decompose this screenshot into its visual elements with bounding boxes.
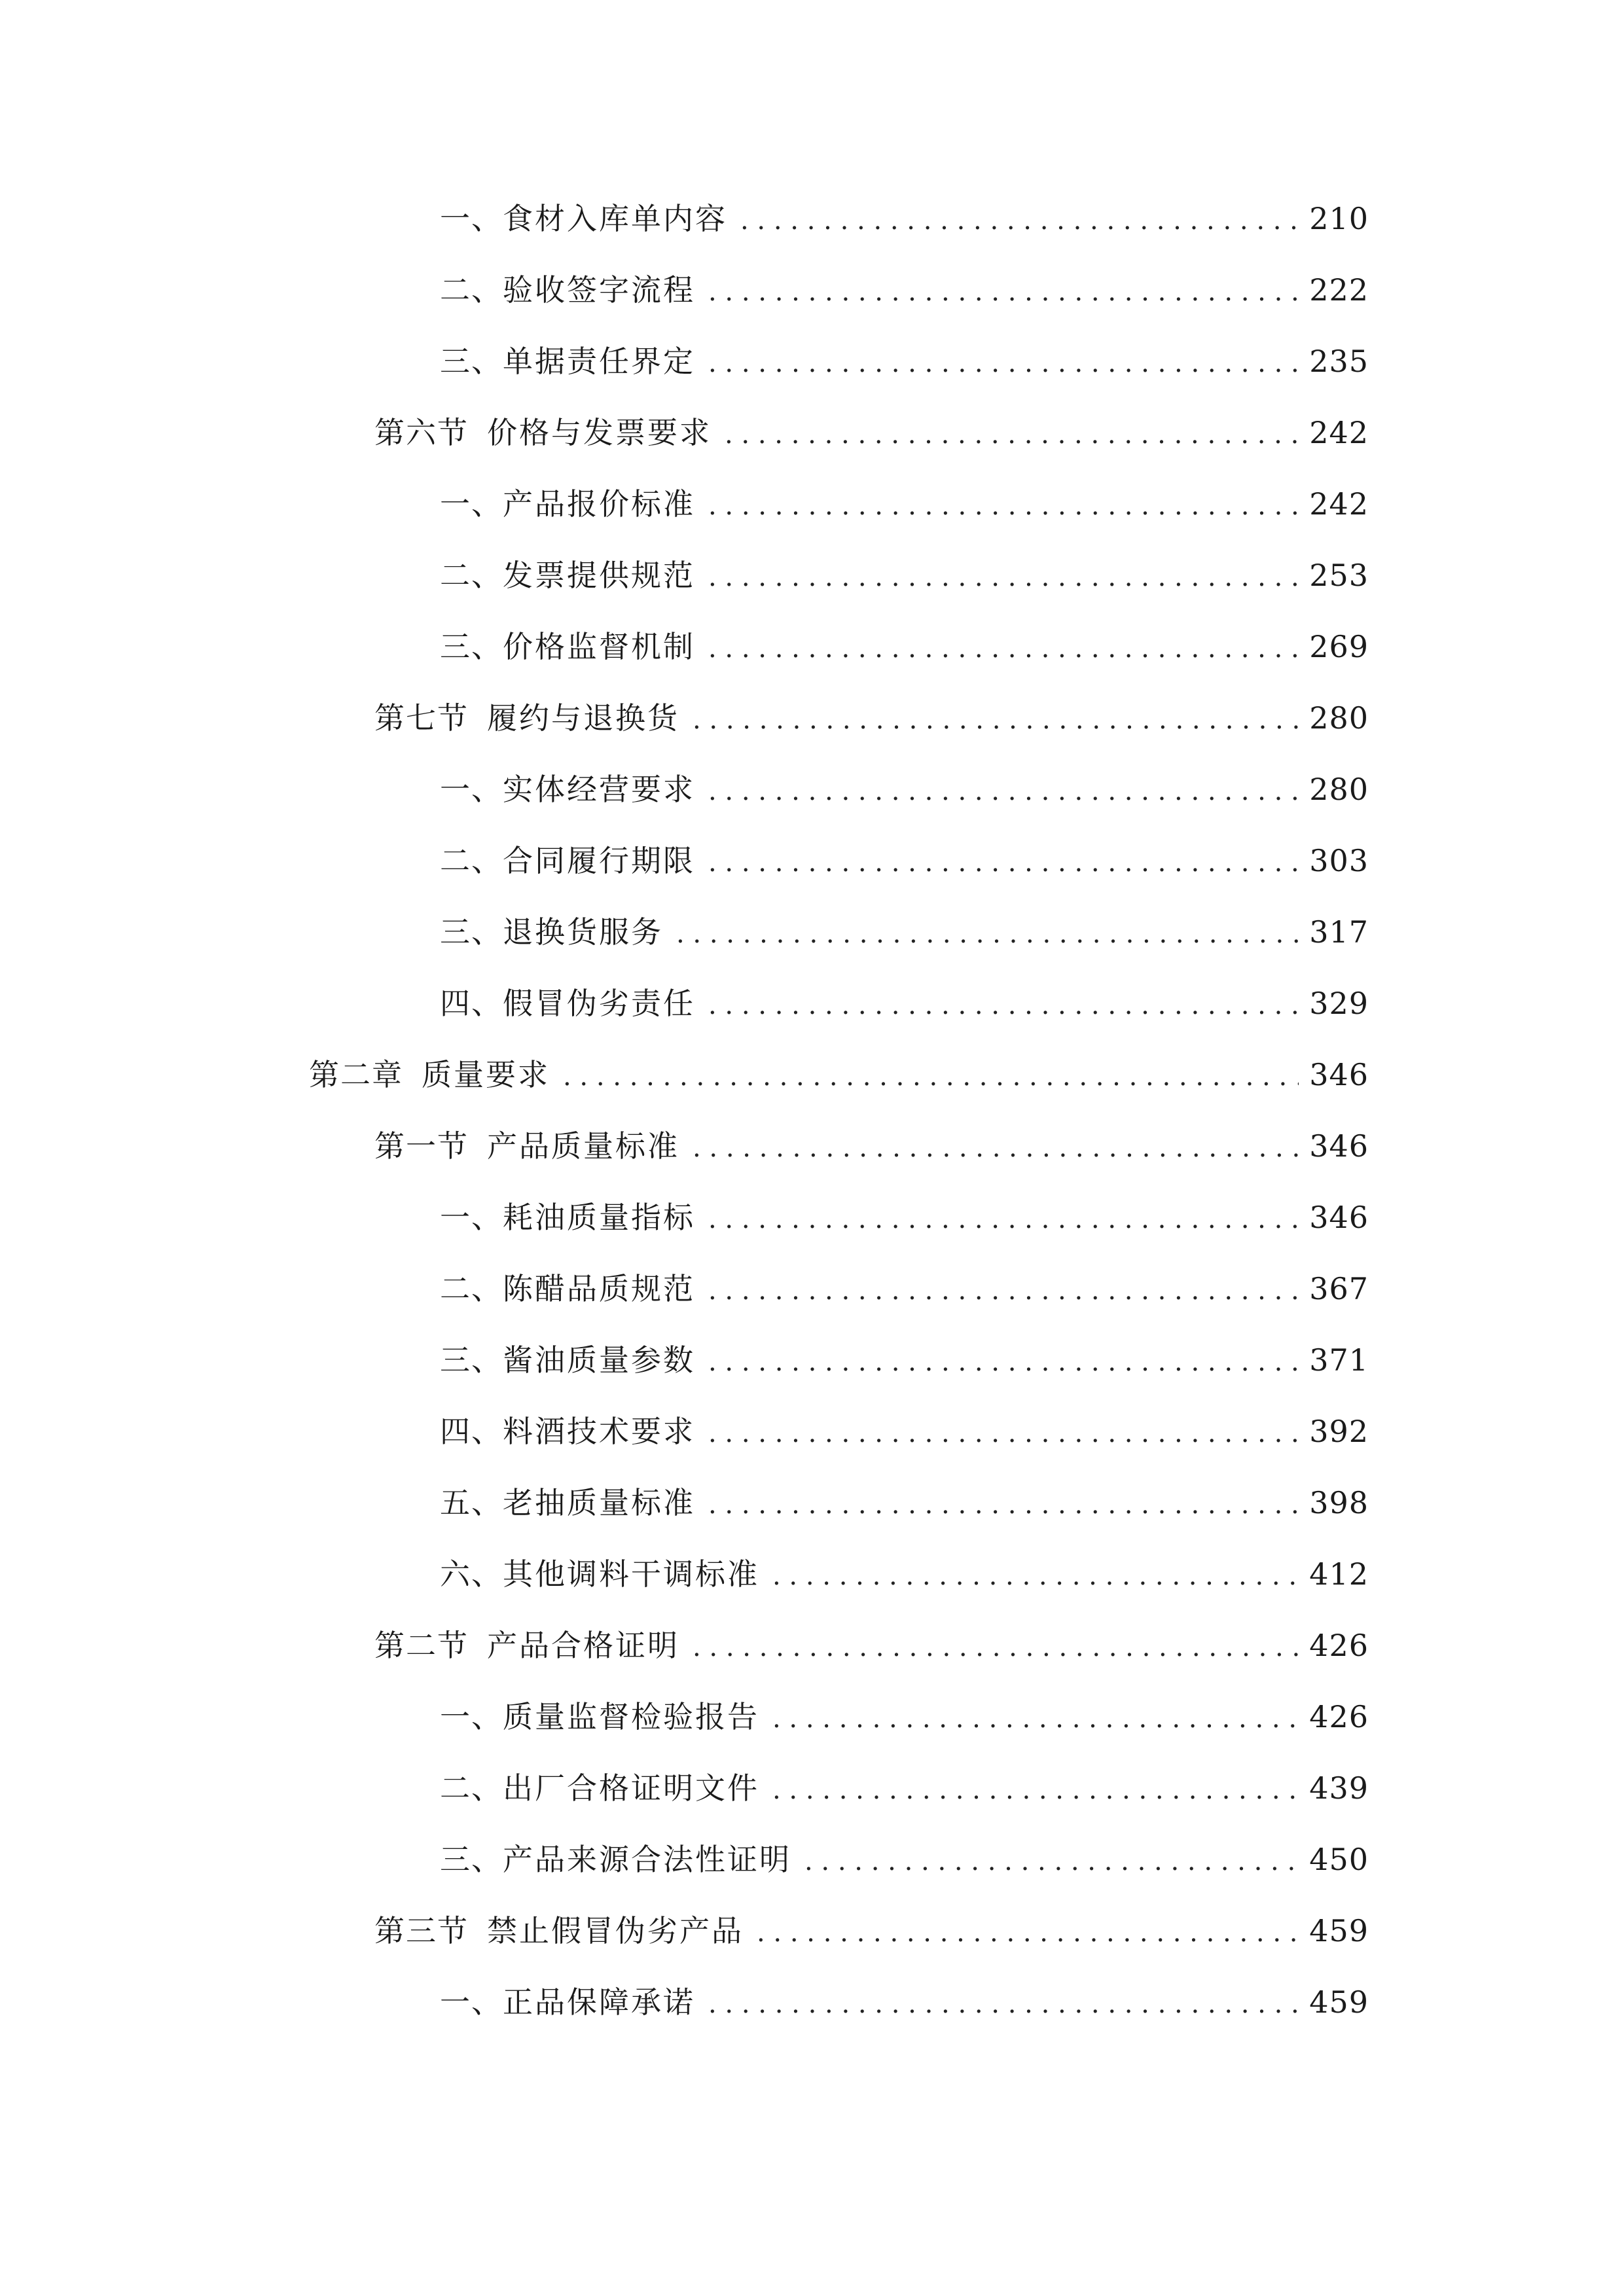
toc-entry-title: 酱油质量参数: [503, 1342, 695, 1378]
toc-entry[interactable]: [0, 406, 1624, 459]
toc-entry-title: 发票提供规范: [503, 558, 695, 593]
toc-entry-page: 269: [1309, 629, 1369, 664]
toc-entry-title: 食材入库单内容: [503, 201, 727, 236]
dot-leader: [708, 337, 1299, 389]
toc-entry-title: 退换货服务: [503, 914, 663, 950]
dot-leader: [708, 836, 1299, 889]
toc-entry-number: 第七节: [374, 700, 469, 736]
toc-entry-page: 367: [1309, 1271, 1369, 1306]
toc-entry-title: 其他调料干调标准: [503, 1556, 759, 1592]
toc-entry-number: 四、: [440, 1414, 503, 1449]
dot-leader: [757, 1907, 1299, 1959]
dot-leader: [676, 908, 1299, 960]
toc-entry-page: 392: [1309, 1414, 1369, 1449]
toc-entry[interactable]: [0, 1548, 1624, 1600]
toc-entry-page: 303: [1309, 843, 1369, 878]
toc-entry[interactable]: [0, 763, 1624, 816]
toc-entry[interactable]: [0, 192, 1624, 245]
dot-leader: [804, 1835, 1299, 1888]
toc-entry-title: 单据责任界定: [503, 344, 695, 379]
toc-entry-title: 验收签字流程: [503, 272, 695, 308]
toc-entry-page: 426: [1309, 1699, 1369, 1734]
toc-entry-title: 产品报价标准: [503, 486, 695, 522]
toc-entry-number: 第六节: [374, 415, 469, 450]
toc-entry-title: 质量监督检验报告: [503, 1699, 759, 1734]
toc-entry-number: 三、: [440, 914, 503, 950]
toc-entry-title: 正品保障承诺: [503, 1984, 695, 2020]
dot-leader: [725, 408, 1299, 461]
dot-leader: [708, 1407, 1299, 1460]
toc-entry[interactable]: [0, 692, 1624, 744]
toc-entry-page: 280: [1309, 772, 1369, 807]
toc-entry[interactable]: [0, 478, 1624, 530]
toc-entry-title: 陈醋品质规范: [503, 1271, 695, 1306]
toc-entry[interactable]: [0, 620, 1624, 673]
dot-leader: [693, 1621, 1299, 1674]
toc-entry-page: 242: [1309, 486, 1369, 522]
toc-entry-title: 履约与退换货: [487, 700, 679, 736]
toc-entry-number: 三、: [440, 1342, 503, 1378]
dot-leader: [708, 1336, 1299, 1388]
toc-entry[interactable]: [0, 1762, 1624, 1814]
toc-entry-page: 222: [1309, 272, 1369, 308]
toc-entry-title: 产品来源合法性证明: [503, 1842, 791, 1877]
toc-entry-page: 346: [1309, 1128, 1369, 1164]
dot-leader: [708, 1193, 1299, 1246]
toc-entry-page: 242: [1309, 415, 1369, 450]
toc-entry-number: 三、: [440, 629, 503, 664]
toc-entry-page: 346: [1309, 1200, 1369, 1235]
toc-entry[interactable]: [0, 1405, 1624, 1458]
toc-entry-title: 合同履行期限: [503, 843, 695, 878]
toc-entry-title: 价格与发票要求: [487, 415, 712, 450]
toc-entry-number: 一、: [440, 486, 503, 522]
dot-leader: [693, 1122, 1299, 1174]
toc-entry-page: 317: [1309, 914, 1369, 950]
toc-entry-page: 371: [1309, 1342, 1369, 1378]
toc-entry[interactable]: [0, 1120, 1624, 1172]
toc-entry-number: 一、: [440, 1984, 503, 2020]
dot-leader: [708, 1978, 1299, 2030]
toc-entry-page: 426: [1309, 1628, 1369, 1663]
toc-entry-page: 346: [1309, 1057, 1369, 1092]
dot-leader: [708, 622, 1299, 675]
toc-entry-number: 五、: [440, 1485, 503, 1520]
toc-entry-title: 老抽质量标准: [503, 1485, 695, 1520]
dot-leader: [708, 1265, 1299, 1317]
dot-leader: [708, 551, 1299, 603]
toc-entry-page: 329: [1309, 986, 1369, 1021]
toc-entry-number: 一、: [440, 1200, 503, 1235]
toc-entry-title: 价格监督机制: [503, 629, 695, 664]
toc-entry-title: 耗油质量指标: [503, 1200, 695, 1235]
toc-entry[interactable]: [0, 1191, 1624, 1244]
toc-entry-number: 六、: [440, 1556, 503, 1592]
dot-leader: [708, 480, 1299, 532]
toc-entry-number: 四、: [440, 986, 503, 1021]
toc-entry-page: 459: [1309, 1984, 1369, 2020]
toc-entry[interactable]: [0, 834, 1624, 887]
toc-entry-number: 二、: [440, 272, 503, 308]
toc-entry-page: 280: [1309, 700, 1369, 736]
toc-entry[interactable]: [0, 1691, 1624, 1743]
dot-leader: [708, 266, 1299, 318]
toc-entry-page: 253: [1309, 558, 1369, 593]
toc-entry[interactable]: [0, 1976, 1624, 2028]
toc-entry[interactable]: [0, 1334, 1624, 1386]
toc-entry-number: 一、: [440, 1699, 503, 1734]
toc-entry-page: 235: [1309, 344, 1369, 379]
toc-entry[interactable]: [0, 977, 1624, 1030]
dot-leader: [708, 765, 1299, 817]
toc-entry-number: 三、: [440, 1842, 503, 1877]
toc-entry-title: 料酒技术要求: [503, 1414, 695, 1449]
dot-leader: [693, 694, 1299, 746]
dot-leader: [772, 1693, 1299, 1745]
toc-entry-title: 出厂合格证明文件: [503, 1770, 759, 1806]
toc-entry-number: 二、: [440, 843, 503, 878]
toc-entry-title: 实体经营要求: [503, 772, 695, 807]
dot-leader: [708, 979, 1299, 1031]
toc-entry-number: 一、: [440, 772, 503, 807]
toc-entry-title: 产品质量标准: [487, 1128, 679, 1164]
toc-entry[interactable]: [0, 1619, 1624, 1672]
toc-entry[interactable]: [0, 549, 1624, 601]
toc-entry[interactable]: [0, 1905, 1624, 1957]
dot-leader: [772, 1764, 1299, 1816]
toc-entry-page: 210: [1309, 201, 1369, 236]
toc-entry[interactable]: [0, 264, 1624, 316]
toc-entry[interactable]: [0, 906, 1624, 958]
toc-entry-page: 439: [1309, 1770, 1369, 1806]
toc-entry[interactable]: [0, 1477, 1624, 1529]
toc-entry-page: 450: [1309, 1842, 1369, 1877]
toc-entry[interactable]: [0, 1263, 1624, 1315]
toc-entry-number: 一、: [440, 201, 503, 236]
toc-entry-page: 398: [1309, 1485, 1369, 1520]
toc-entry-page: 459: [1309, 1913, 1369, 1948]
toc-entry[interactable]: [0, 1833, 1624, 1886]
toc-entry-title: 质量要求: [422, 1057, 550, 1092]
dot-leader: [740, 194, 1299, 247]
dot-leader: [563, 1050, 1299, 1103]
toc-entry[interactable]: [0, 335, 1624, 387]
dot-leader: [772, 1550, 1299, 1602]
toc-entry-number: 第一节: [374, 1128, 469, 1164]
dot-leader: [708, 1479, 1299, 1531]
toc-entry-number: 第二节: [374, 1628, 469, 1663]
toc-entry-number: 二、: [440, 1271, 503, 1306]
toc-entry-page: 412: [1309, 1556, 1369, 1592]
toc-entry-title: 禁止假冒伪劣产品: [487, 1913, 744, 1948]
toc-entry[interactable]: [0, 1049, 1624, 1101]
toc-entry-title: 假冒伪劣责任: [503, 986, 695, 1021]
toc-entry-title: 产品合格证明: [487, 1628, 679, 1663]
toc-entry-number: 第二章: [309, 1057, 403, 1092]
toc-entry-number: 第三节: [374, 1913, 469, 1948]
toc-entry-number: 二、: [440, 1770, 503, 1806]
toc-entry-number: 三、: [440, 344, 503, 379]
toc-entry-number: 二、: [440, 558, 503, 593]
